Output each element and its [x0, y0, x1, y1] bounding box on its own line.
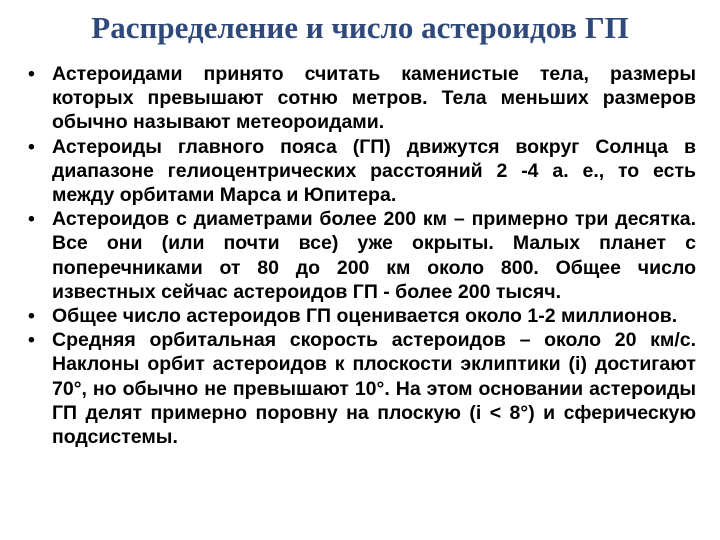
bullet-item	[24, 62, 696, 135]
bullet-text: Общее число астероидов ГП оценивается около 1-2 миллионов.	[52, 305, 678, 328]
bullet-icon: •	[28, 63, 35, 85]
bullet-item	[24, 304, 696, 328]
bullet-text: Астероидов с диаметрами более 200 км – примерно три десятка. Все они (или почти все) уже окрыты. Малых планет с поперечниками от 80 до 200 км около 800. Общее число известных сейчас астероидов ГП - более 200 тысяч.	[52, 208, 696, 303]
bullet-text: Астероиды главного пояса (ГП) движутся вокруг Солнца в диапазоне гелиоцентрических расстояний 2 -4 а. е., то есть между орбитами Марса и Юпитера.	[52, 135, 696, 207]
bullet-icon: •	[28, 329, 35, 352]
bullet-icon: •	[28, 208, 35, 231]
bullet-icon: •	[28, 305, 35, 328]
bullet-list	[24, 62, 696, 449]
bullet-text: Средняя орбитальная скорость астероидов – около 20 км/с. Наклоны орбит астероидов к плоскости эклиптики (i) достигают 70°, но обычно не превышают 10°. На этом основании астероиды ГП делят примерно поровну на плоскую (i < 8°) и сферическую подсистемы.	[52, 329, 696, 449]
bullet-icon: •	[28, 135, 35, 158]
bullet-item	[24, 207, 696, 304]
bullet-item	[24, 135, 696, 208]
bullet-item	[24, 328, 696, 449]
bullet-text: Астероидами принято считать каменистые тела, размеры которых превышают сотню метров. Тела меньших размеров обычно называют метеороидами.	[52, 63, 696, 134]
slide-title: Распределение и число астероидов ГП	[91, 10, 629, 45]
